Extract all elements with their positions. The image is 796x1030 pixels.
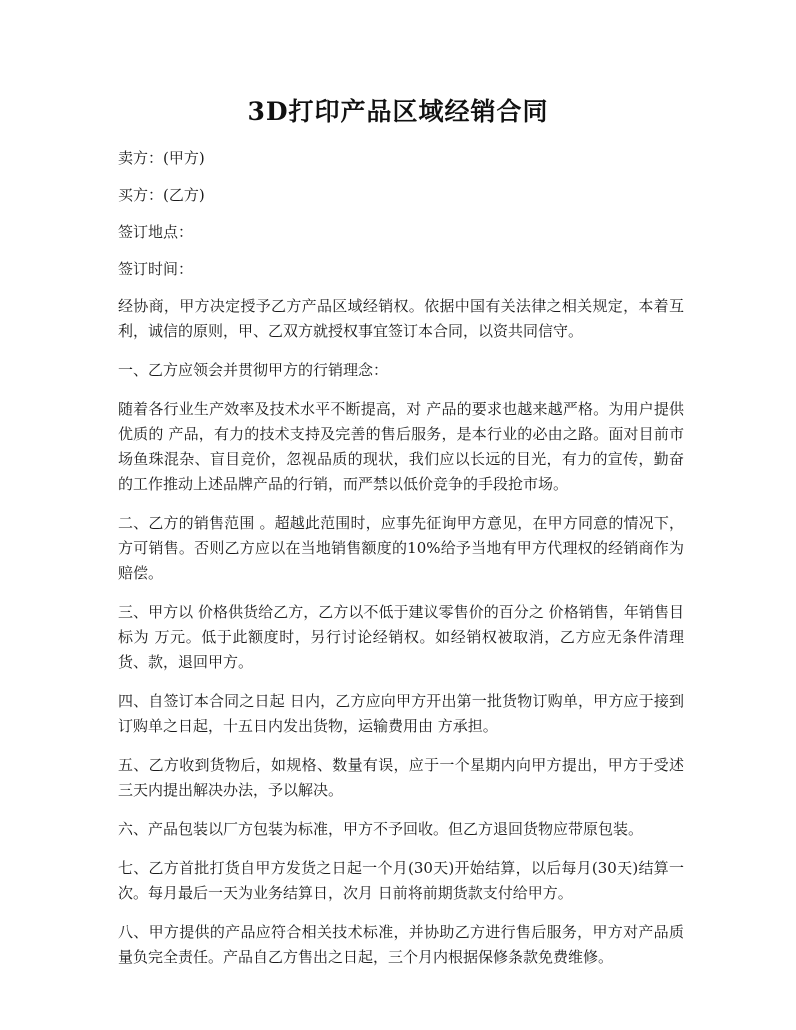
document-title: 3D打印产品区域经销合同 [247,97,549,126]
clause-1-body: 随着各行业生产效率及技术水平不断提高，对 产品的要求也越来越严格。为用户提供优质的 产品，有力的技术支持及完善的售后服务，是本行业的必由之路。面对目前市场鱼珠混杂、盲目竞价，忽视品质的现状，我们应以长远的目光，有力的宣传，勤奋的工作推动上述品牌产品的行销，而严禁以低价竞争的手段抢市场。 [118,400,684,493]
clause-8: 八、甲方提供的产品应符合相关技术标准，并协助乙方进行售后服务，甲方对产品质量负完全责任。产品自乙方售出之日起，三个月内根据保修条款免费维修。 [118,923,684,966]
clause-7: 七、乙方首批打货自甲方发货之日起一个月(30天)开始结算，以后每月(30天)结算一次。每月最后一天为业务结算日，次月 日前将前期货款支付给甲方。 [118,859,684,902]
document-body [118,146,684,984]
preamble-paragraph: 经协商，甲方决定授予乙方产品区域经销权。依据中国有关法律之相关规定，本着互利，诚信的原则，甲、乙双方就授权事宜签订本合同，以资共同信守。 [118,297,684,340]
clause-4: 四、自签订本合同之日起 日内，乙方应向甲方开出第一批货物订购单，甲方应于接到订购单之日起，十五日内发出货物，运输费用由 方承担。 [118,692,684,735]
clause-1-heading: 一、乙方应领会并贯彻甲方的行销理念： [118,361,389,379]
signing-place-field: 签订地点： [118,223,194,241]
buyer-field: 买方：(乙方) [118,186,205,204]
clause-3: 三、甲方以 价格供货给乙方，乙方以不低于建议零售价的百分之 价格销售，年销售目标为 万元。低于此额度时，另行讨论经销权。如经销权被取消，乙方应无条件清理货、款，退回甲方。 [118,603,684,671]
seller-field: 卖方：(甲方) [118,149,205,167]
clause-5: 五、乙方收到货物后，如规格、数量有误，应于一个星期内向甲方提出，甲方于受述三天内提出解决办法，予以解决。 [118,756,684,799]
clause-2: 二、乙方的销售范围 。超越此范围时，应事先征询甲方意见，在甲方同意的情况下，方可销售。否则乙方应以在当地销售额度的10%给予当地有甲方代理权的经销商作为赔偿。 [118,514,684,582]
signing-time-field: 签订时间： [118,260,194,278]
clause-6: 六、产品包装以厂方包装为标准，甲方不予回收。但乙方退回货物应带原包装。 [118,820,644,838]
